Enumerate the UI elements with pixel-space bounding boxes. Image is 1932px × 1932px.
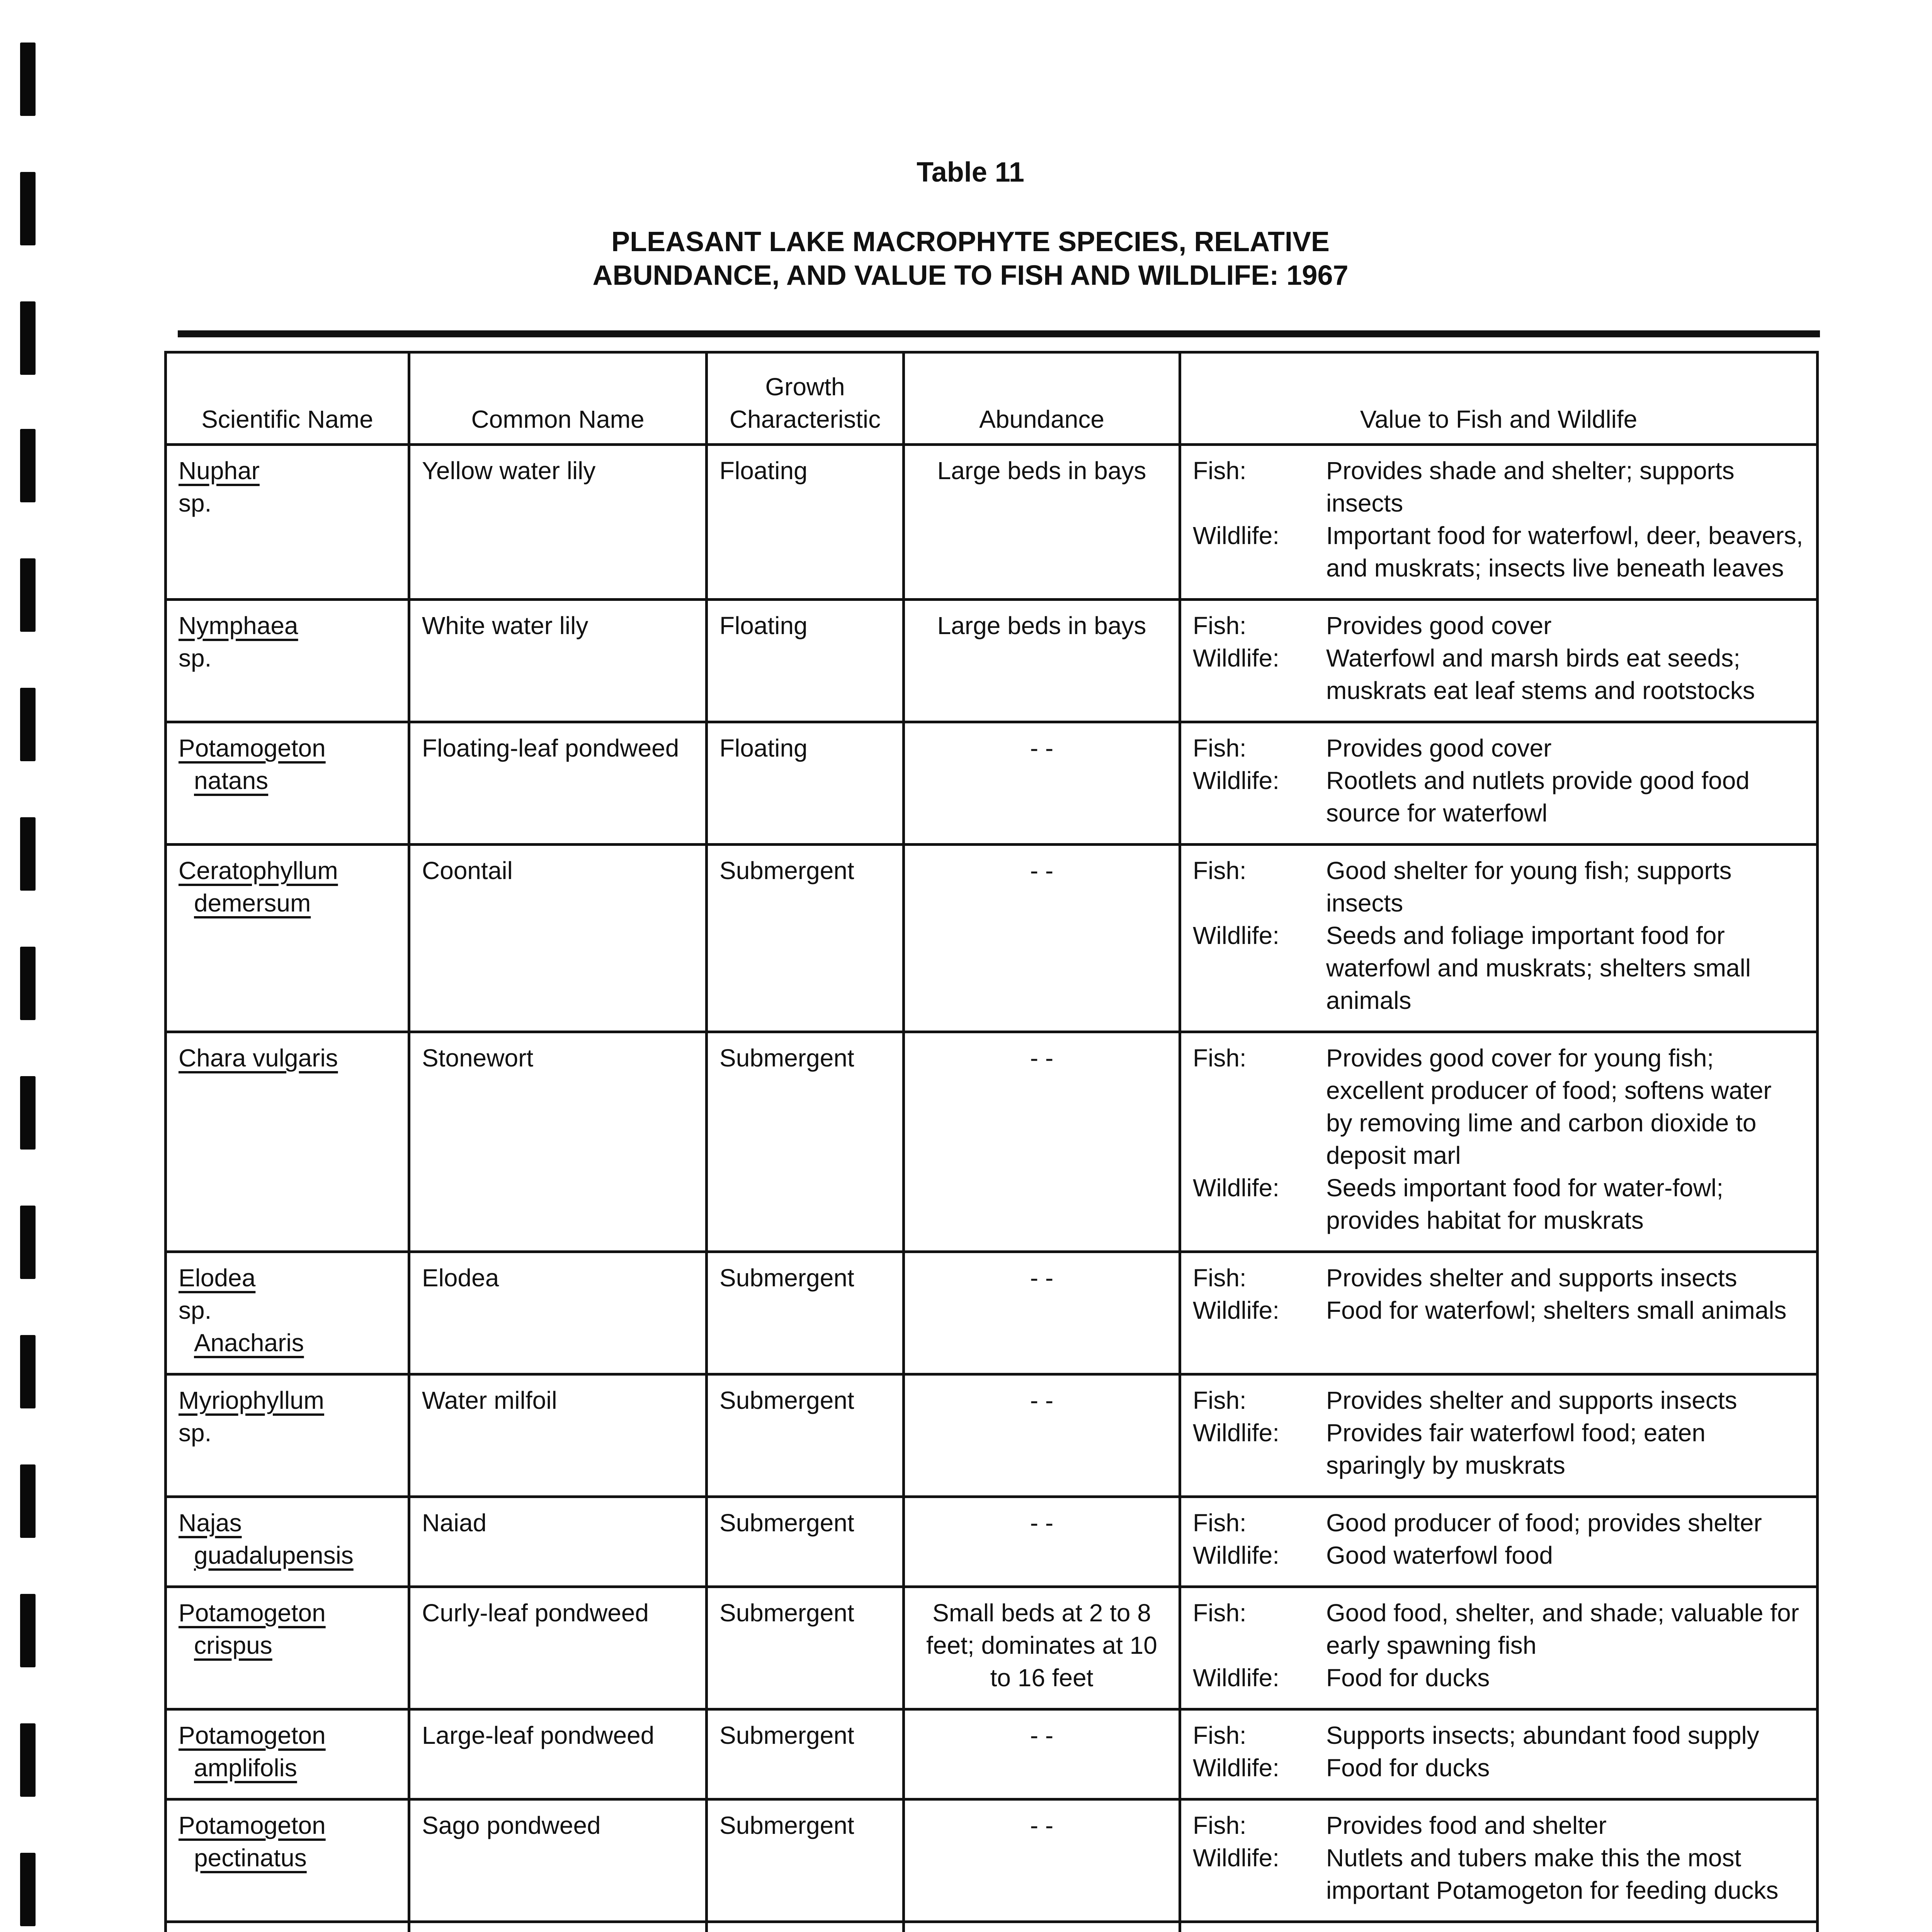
cell-value xyxy=(1180,600,1818,722)
scientific-name-genus: Potamogeton xyxy=(179,1811,326,1839)
wildlife-label: Wildlife: xyxy=(1193,1664,1280,1692)
col-header-common: Common Name xyxy=(409,352,707,445)
scientific-name-line2 xyxy=(179,764,396,797)
cell-value xyxy=(1180,445,1818,600)
cell-value xyxy=(1180,1497,1818,1587)
scientific-name-line2 xyxy=(179,1629,396,1662)
scientific-name-line2 xyxy=(179,1327,396,1359)
scientific-name-genus: Myriophyllum xyxy=(179,1386,324,1414)
cell-growth: Submergent xyxy=(707,1799,904,1922)
scientific-name-line2 xyxy=(179,1752,396,1784)
scientific-name-line1 xyxy=(179,1384,396,1449)
cell-scientific-name xyxy=(166,1252,409,1374)
cell-scientific-name xyxy=(166,1497,409,1587)
cell-common-name: Sago pondweed xyxy=(409,1799,707,1922)
heading-rule xyxy=(178,330,1820,337)
binding-mark xyxy=(20,1076,36,1150)
scientific-name-suffix: sp. xyxy=(179,489,212,517)
fish-label: Fish: xyxy=(1193,1044,1247,1072)
wildlife-label: Wildlife: xyxy=(1193,1419,1280,1447)
scientific-name-genus: Najas xyxy=(179,1509,242,1537)
wildlife-value: Good waterfowl food xyxy=(1326,1541,1553,1569)
cell-common-name: Yellow water lily xyxy=(409,445,707,600)
col-header-abundance: Abundance xyxy=(904,352,1180,445)
scientific-name-genus: Nymphaea xyxy=(179,612,298,639)
cell-growth: Floating xyxy=(707,722,904,845)
scientific-name-line1 xyxy=(179,1809,396,1842)
wildlife-label: Wildlife: xyxy=(1193,522,1280,549)
binding-mark xyxy=(20,1464,36,1538)
scientific-name-species: pectinatus xyxy=(194,1844,307,1872)
scientific-name-line1 xyxy=(179,1719,396,1752)
cell-growth: Submergent xyxy=(707,1587,904,1709)
cell-value xyxy=(1180,845,1818,1032)
scientific-name-suffix: sp. xyxy=(179,1296,212,1324)
cell-abundance: - - xyxy=(904,1374,1180,1497)
cell-growth: Submergent xyxy=(707,1252,904,1374)
cell-common-name: White water lily xyxy=(409,600,707,722)
fish-value: Provides good cover xyxy=(1326,734,1552,762)
cell-scientific-name xyxy=(166,600,409,722)
cell-abundance: - - xyxy=(904,722,1180,845)
wildlife-value: Rootlets and nutlets provide good food source for waterfowl xyxy=(1326,767,1750,827)
cell-value xyxy=(1180,1922,1818,1932)
scientific-name-species: amplifolis xyxy=(194,1754,297,1782)
cell-scientific-name xyxy=(166,1709,409,1799)
cell-growth: Submergent xyxy=(707,1374,904,1497)
table-header-row xyxy=(166,352,1818,445)
table-row xyxy=(166,1922,1818,1932)
cell-scientific-name xyxy=(166,1922,409,1932)
scientific-name-line1 xyxy=(179,609,396,674)
cell-scientific-name xyxy=(166,722,409,845)
fish-label: Fish: xyxy=(1193,457,1247,485)
wildlife-value: Nutlets and tubers make this the most important Potamogeton for feeding ducks xyxy=(1326,1844,1779,1904)
scientific-name-line1 xyxy=(179,1597,396,1629)
cell-common-name: Large-leaf pondweed xyxy=(409,1709,707,1799)
scientific-name-line1 xyxy=(179,1042,396,1074)
scientific-name-line2 xyxy=(179,1842,396,1874)
binding-mark xyxy=(20,43,36,116)
wildlife-label: Wildlife: xyxy=(1193,644,1280,672)
cell-scientific-name xyxy=(166,1587,409,1709)
cell-growth: Floating xyxy=(707,445,904,600)
table-row xyxy=(166,1709,1818,1799)
cell-value xyxy=(1180,1709,1818,1799)
cell-abundance xyxy=(904,1922,1180,1932)
scientific-name-genus: Chara vulgaris xyxy=(179,1044,338,1072)
fish-value: Provides shelter and supports insects xyxy=(1326,1386,1737,1414)
scientific-name-genus: Potamogeton xyxy=(179,1721,326,1749)
cell-scientific-name xyxy=(166,845,409,1032)
cell-value xyxy=(1180,1799,1818,1922)
cell-common-name: Floating-leaf pondweed xyxy=(409,722,707,845)
scientific-name-line1 xyxy=(179,454,396,519)
fish-value: Provides good cover xyxy=(1326,612,1552,639)
table-row xyxy=(166,845,1818,1032)
scientific-name-suffix: sp. xyxy=(179,644,212,672)
cell-common-name: Naiad xyxy=(409,1497,707,1587)
cell-abundance: - - xyxy=(904,1497,1180,1587)
fish-value: Good food, shelter, and shade; valuable for early spawning fish xyxy=(1326,1599,1799,1659)
table-row xyxy=(166,1374,1818,1497)
table-row xyxy=(166,1497,1818,1587)
col-header-growth-line1: Growth xyxy=(765,373,845,401)
cell-growth xyxy=(707,1922,904,1932)
scientific-name-line1 xyxy=(179,1507,396,1539)
wildlife-label: Wildlife: xyxy=(1193,922,1280,949)
cell-abundance: Large beds in bays xyxy=(904,600,1180,722)
scientific-name-suffix: sp. xyxy=(179,1419,212,1447)
scientific-name-genus: Elodea xyxy=(179,1264,256,1292)
fish-label: Fish: xyxy=(1193,1264,1247,1292)
scientific-name-species: crispus xyxy=(194,1631,272,1659)
fish-value: Supports insects; abundant food supply xyxy=(1326,1721,1759,1749)
macrophyte-table xyxy=(164,351,1819,1932)
binding-mark xyxy=(20,1594,36,1667)
wildlife-value: Waterfowl and marsh birds eat seeds; muskrats eat leaf stems and rootstocks xyxy=(1326,644,1755,704)
wildlife-label: Wildlife: xyxy=(1193,767,1280,794)
binding-mark xyxy=(20,947,36,1020)
cell-growth: Submergent xyxy=(707,1709,904,1799)
cell-scientific-name xyxy=(166,445,409,600)
cell-abundance: - - xyxy=(904,845,1180,1032)
table-heading-line2: ABUNDANCE, AND VALUE TO FISH AND WILDLIFE: 1967 xyxy=(592,260,1349,291)
fish-value: Good shelter for young fish; supports insects xyxy=(1326,857,1732,917)
wildlife-label: Wildlife: xyxy=(1193,1844,1280,1872)
scientific-name-genus: Potamogeton xyxy=(179,1599,326,1627)
binding-mark xyxy=(20,429,36,502)
table-row xyxy=(166,1799,1818,1922)
scientific-name-species: natans xyxy=(194,767,269,794)
wildlife-value: Food for waterfowl; shelters small animals xyxy=(1326,1296,1787,1324)
table-row xyxy=(166,445,1818,600)
wildlife-label: Wildlife: xyxy=(1193,1754,1280,1782)
wildlife-label: Wildlife: xyxy=(1193,1296,1280,1324)
cell-common-name: Coontail xyxy=(409,845,707,1032)
col-header-value: Value to Fish and Wildlife xyxy=(1180,352,1818,445)
table-row xyxy=(166,1032,1818,1252)
fish-label: Fish: xyxy=(1193,1721,1247,1749)
table-row xyxy=(166,722,1818,845)
binding-mark xyxy=(20,688,36,761)
cell-abundance: - - xyxy=(904,1709,1180,1799)
scientific-name-line2 xyxy=(179,887,396,919)
binding-mark xyxy=(20,301,36,375)
fish-label: Fish: xyxy=(1193,612,1247,639)
cell-abundance: - - xyxy=(904,1032,1180,1252)
scientific-name-genus: Potamogeton xyxy=(179,734,326,762)
cell-growth: Submergent xyxy=(707,845,904,1032)
table-heading-line1: PLEASANT LAKE MACROPHYTE SPECIES, RELATIVE xyxy=(611,226,1330,257)
scientific-name-species: guadalupensis xyxy=(194,1541,354,1569)
cell-abundance: - - xyxy=(904,1799,1180,1922)
wildlife-value: Important food for waterfowl, deer, beavers, and muskrats; insects live beneath leaves xyxy=(1326,522,1803,582)
binding-mark xyxy=(20,1853,36,1926)
cell-value xyxy=(1180,1587,1818,1709)
cell-value xyxy=(1180,1374,1818,1497)
cell-value xyxy=(1180,1252,1818,1374)
cell-common-name: Elodea xyxy=(409,1252,707,1374)
col-header-growth-line2: Characteristic xyxy=(729,405,881,433)
fish-label: Fish: xyxy=(1193,1811,1247,1839)
wildlife-value: Food for ducks xyxy=(1326,1754,1490,1782)
cell-scientific-name xyxy=(166,1032,409,1252)
cell-abundance: Large beds in bays xyxy=(904,445,1180,600)
fish-label: Fish: xyxy=(1193,857,1247,884)
cell-value xyxy=(1180,722,1818,845)
fish-value: Provides shade and shelter; supports insects xyxy=(1326,457,1735,517)
table-row xyxy=(166,1252,1818,1374)
table-label: Table 11 xyxy=(917,157,1024,188)
fish-value: Provides food and shelter xyxy=(1326,1811,1607,1839)
fish-value: Good producer of food; provides shelter xyxy=(1326,1509,1762,1537)
wildlife-label: Wildlife: xyxy=(1193,1541,1280,1569)
scientific-name-species: Anacharis xyxy=(194,1329,304,1357)
cell-scientific-name xyxy=(166,1799,409,1922)
fish-label: Fish: xyxy=(1193,1599,1247,1627)
binding-mark xyxy=(20,558,36,632)
scientific-name-line2 xyxy=(179,1539,396,1571)
wildlife-value: Provides fair waterfowl food; eaten sparingly by muskrats xyxy=(1326,1419,1706,1479)
cell-common-name: Curly-leaf pondweed xyxy=(409,1587,707,1709)
fish-value: Provides good cover for young fish; excellent producer of food; softens water by removing lime and carbon dioxide to deposit marl xyxy=(1326,1044,1772,1169)
fish-label: Fish: xyxy=(1193,1509,1247,1537)
fish-value: Provides shelter and supports insects xyxy=(1326,1264,1737,1292)
wildlife-value: Seeds and foliage important food for waterfowl and muskrats; shelters small animals xyxy=(1326,922,1751,1014)
wildlife-value: Food for ducks xyxy=(1326,1664,1490,1692)
cell-growth: Floating xyxy=(707,600,904,722)
scientific-name-line1 xyxy=(179,854,396,887)
cell-common-name: Stonewort xyxy=(409,1032,707,1252)
cell-growth: Submergent xyxy=(707,1497,904,1587)
scientific-name-species: demersum xyxy=(194,889,311,917)
binding-mark xyxy=(20,1335,36,1408)
scientific-name-line1 xyxy=(179,1262,396,1327)
binding-mark xyxy=(20,1723,36,1797)
cell-value xyxy=(1180,1032,1818,1252)
cell-abundance: - - xyxy=(904,1252,1180,1374)
scientific-name-genus: Nuphar xyxy=(179,457,260,485)
fish-label: Fish: xyxy=(1193,734,1247,762)
cell-abundance: Small beds at 2 to 8 feet; dominates at 10 to 16 feet xyxy=(904,1587,1180,1709)
cell-growth: Submergent xyxy=(707,1032,904,1252)
binding-mark xyxy=(20,817,36,891)
fish-label: Fish: xyxy=(1193,1386,1247,1414)
table-row xyxy=(166,600,1818,722)
cell-common-name xyxy=(409,1922,707,1932)
col-header-scientific: Scientific Name xyxy=(166,352,409,445)
table-row xyxy=(166,1587,1818,1709)
wildlife-value: Seeds important food for water-fowl; provides habitat for muskrats xyxy=(1326,1174,1724,1234)
cell-common-name: Water milfoil xyxy=(409,1374,707,1497)
wildlife-label: Wildlife: xyxy=(1193,1174,1280,1202)
col-header-growth xyxy=(707,352,904,445)
scientific-name-genus: Ceratophyllum xyxy=(179,857,338,884)
cell-scientific-name xyxy=(166,1374,409,1497)
binding-mark xyxy=(20,1206,36,1279)
scientific-name-line1 xyxy=(179,732,396,764)
